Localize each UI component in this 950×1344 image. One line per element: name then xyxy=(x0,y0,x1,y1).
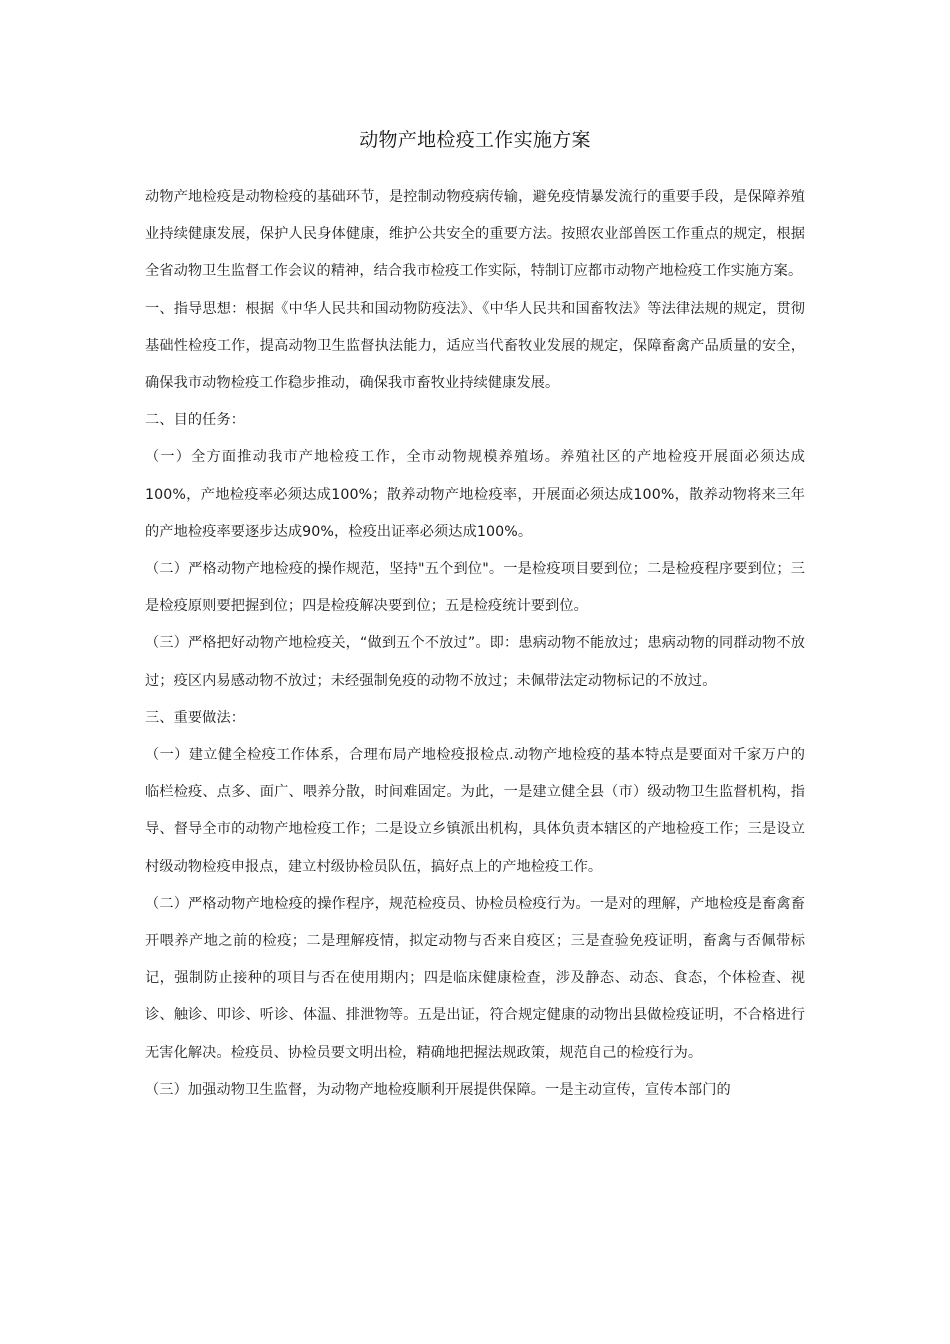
document-title: 动物产地检疫工作实施方案 xyxy=(359,129,591,151)
heading-objectives: 二、目的任务： xyxy=(145,412,246,429)
heading-key-practices: 三、重要做法： xyxy=(145,709,246,726)
paragraph-intro: 动物产地检疫是动物检疫的基础环节，是控制动物疫病传输，避免疫情暴发流行的重要手段，是保障养殖业持续健康发展，保护人民身体健康，维护公共安全的重要方法。按照农业部兽医工作重点的规定，根据全省动物卫生监督工作会议的精神，结合我市检疫工作实际，特制订应都市动物产地检疫工作实施方案。 xyxy=(145,189,805,280)
paragraph-practice-2: （二）严格动物产地检疫的操作程序，规范检疫员、协检员检疫行为。一是对的理解，产地检疫是畜禽畜开喂养产地之前的检疫；二是理解疫情，拟定动物与否来自疫区；三是查验免疫证明，畜禽与否佩带标记，强制防止接种的项目与否在使用期内；四是临床健康检查，涉及静态、动态、食态，个体检查、视诊、触诊、叩诊、听诊、体温、排泄物等。五是出证，符合规定健康的动物出县做检疫证明，不合格进行无害化解决。检疫员、协检员要文明出检，精确地把握法规政策，规范自己的检疫行为。 xyxy=(145,895,805,1061)
paragraph-objective-2: （二）严格动物产地检疫的操作规范，坚持"五个到位"。一是检疫项目要到位；二是检疫程序要到位；三是检疫原则要把握到位；四是检疫解决要到位；五是检疫统计要到位。 xyxy=(145,561,805,615)
document-body xyxy=(145,179,805,1109)
paragraph-practice-3: （三）加强动物卫生监督，为动物产地检疫顺利开展提供保障。一是主动宣传，宣传本部门的 xyxy=(145,1081,731,1098)
paragraph-guiding-ideology: 一、指导思想：根据《中华人民共和国动物防疫法》、《中华人民共和国畜牧法》等法律法规的规定，贯彻基础性检疫工作，提高动物卫生监督执法能力，适应当代畜牧业发展的规定，保障畜禽产品质量的安全，确保我市动物检疫工作稳步推动，确保我市畜牧业持续健康发展。 xyxy=(145,300,805,392)
paragraph-objective-3: （三）严格把好动物产地检疫关，“做到五个不放过”。即：患病动物不能放过；患病动物的同群动物不放过；疫区内易感动物不放过；未经强制免疫的动物不放过；未佩带法定动物标记的不放过。 xyxy=(145,635,805,689)
paragraph-objective-1: （一）全方面推动我市产地检疫工作，全市动物规模养殖场。养殖社区的产地检疫开展面必须达成100%，产地检疫率必须达成100%；散养动物产地检疫率，开展面必须达成100%，散养动物将来三年的产地检疫率要逐步达成90%，检疫出证率必须达成100%。 xyxy=(145,449,805,540)
paragraph-practice-1: （一）建立健全检疫工作体系，合理布局产地检疫报检点.动物产地检疫的基本特点是要面对千家万户的临栏检疫、点多、面广、喂养分散，时间难固定。为此，一是建立健全县（市）级动物卫生监督机构，指导、督导全市的动物产地检疫工作；二是设立乡镇派出机构，具体负责本辖区的产地检疫工作；三是设立村级动物检疫申报点，建立村级协检员队伍，搞好点上的产地检疫工作。 xyxy=(145,747,805,875)
